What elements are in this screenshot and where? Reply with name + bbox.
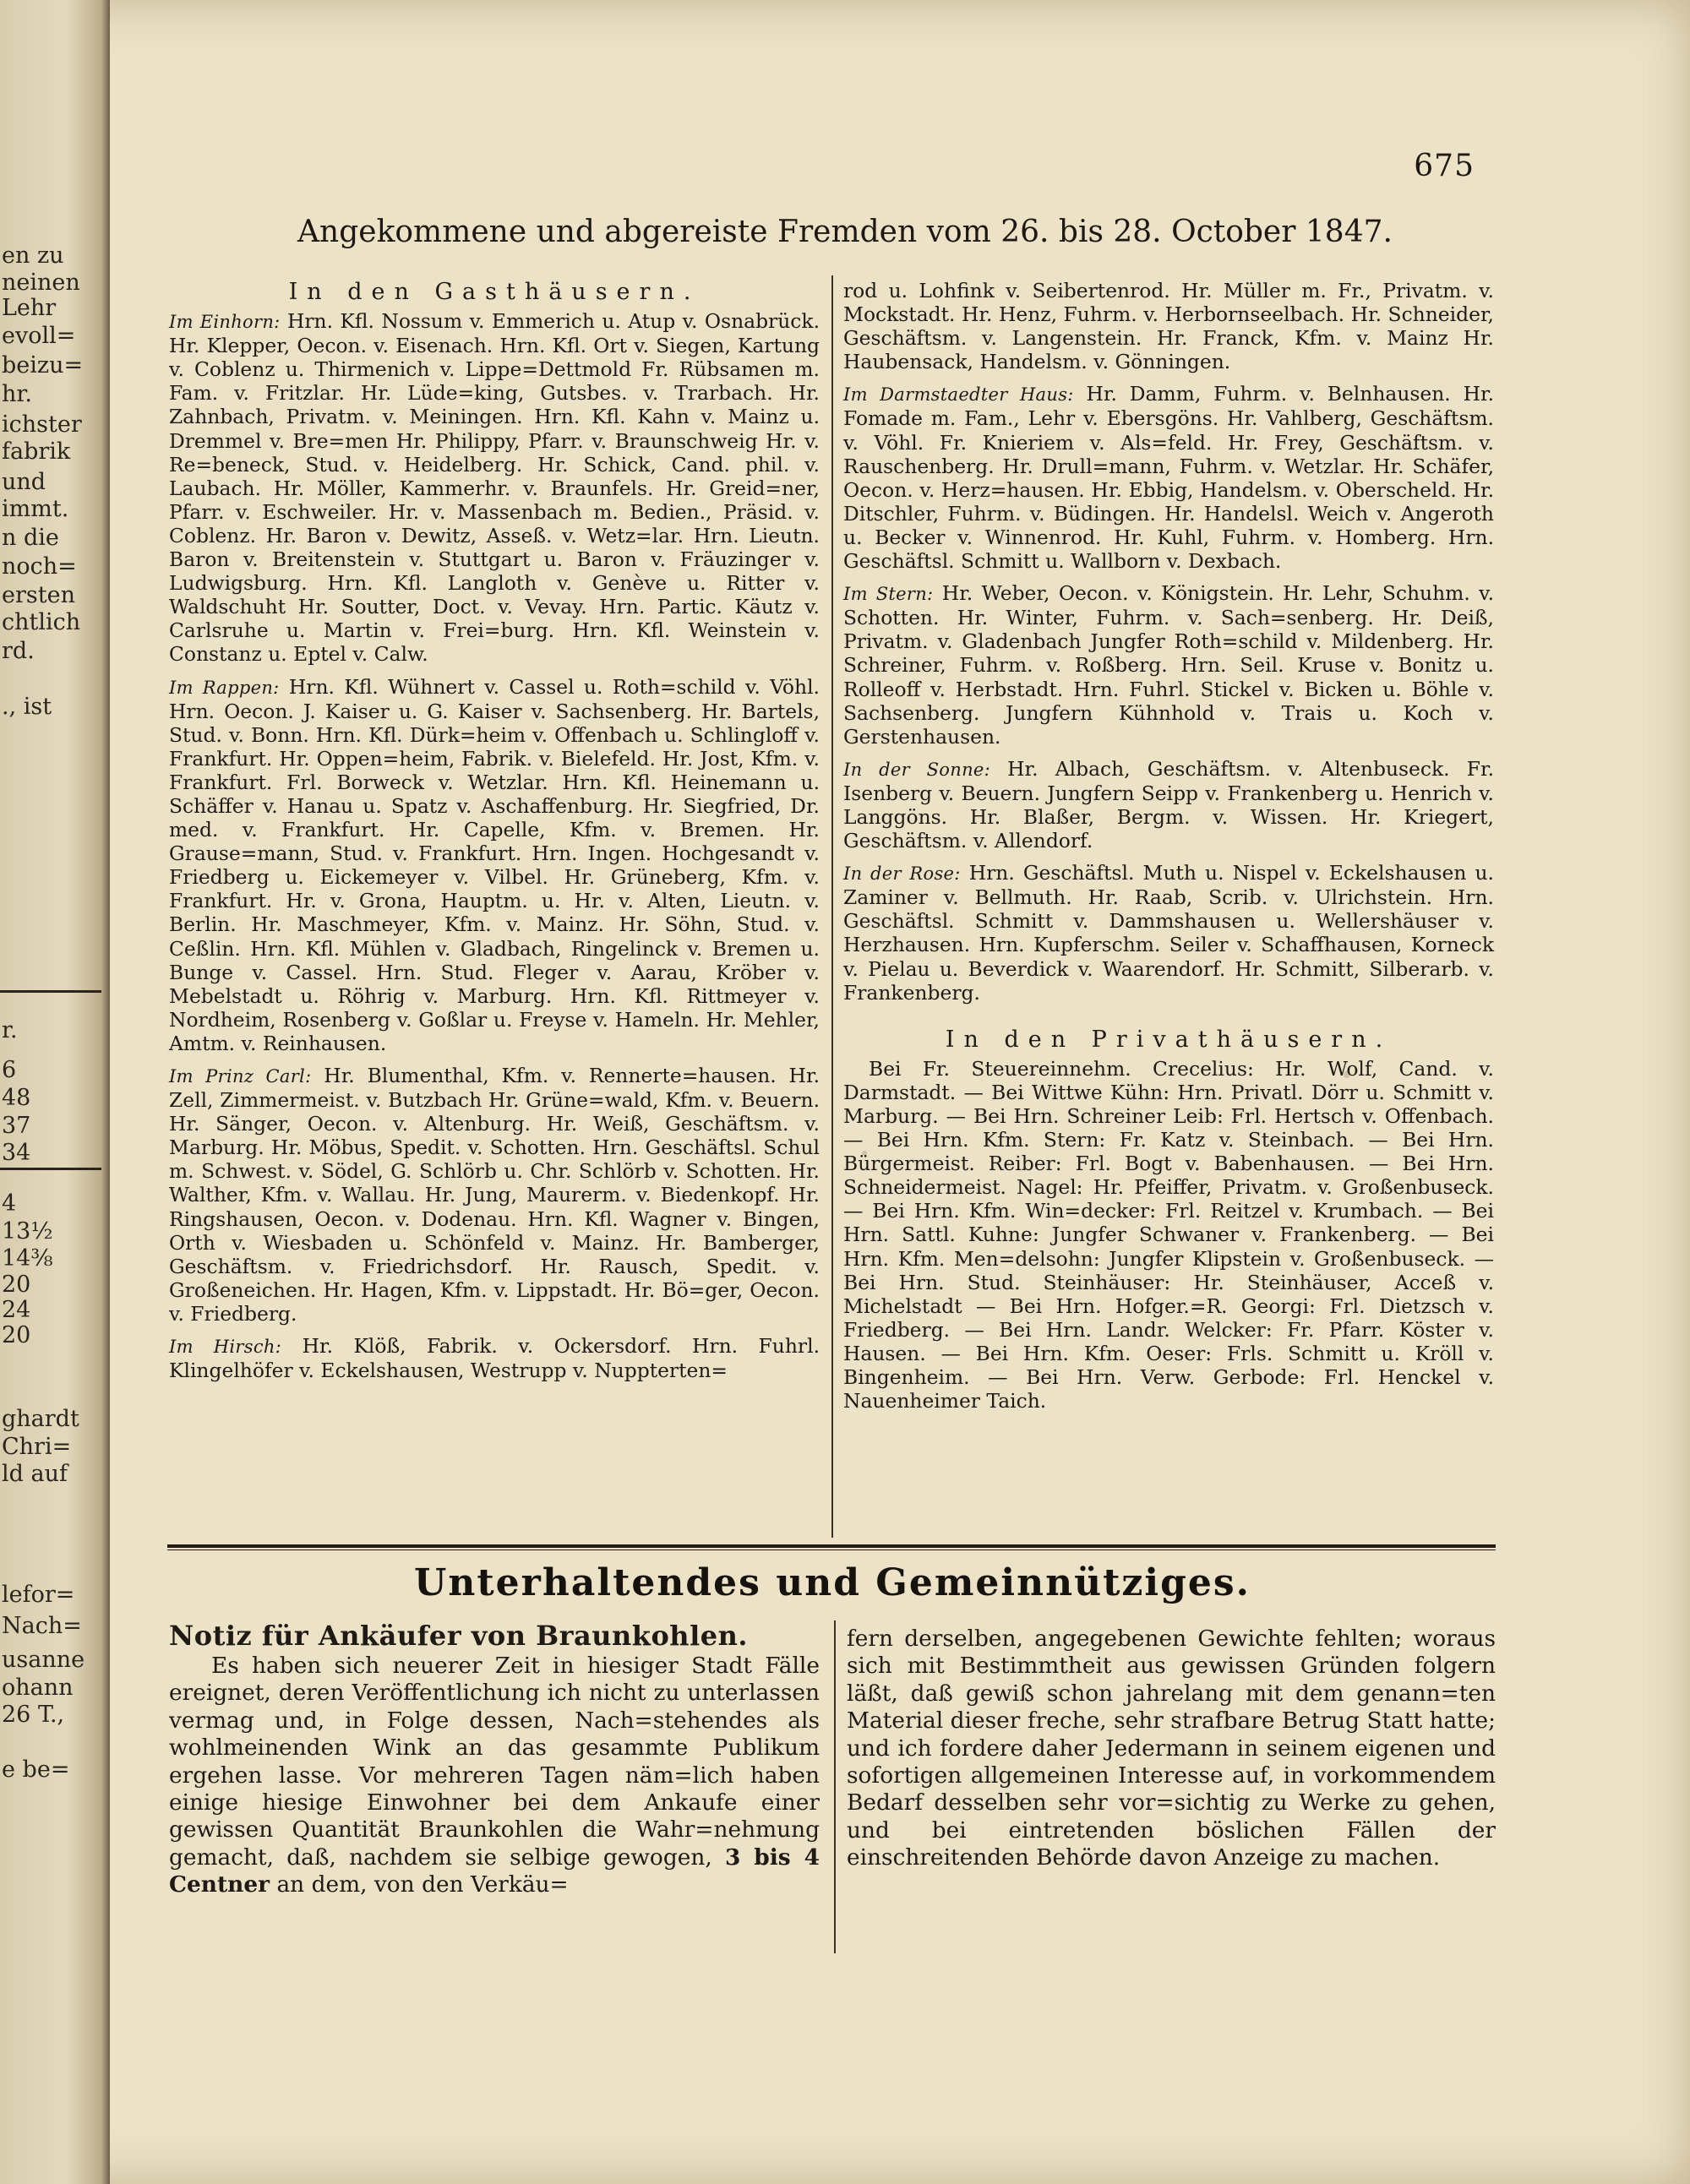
guest-entries: Hr. Blumenthal, Kfm. v. Rennerte=hausen. Hr. Zell, Zimmermeist. v. Butzbach Hr. Grüne=wald, Kfm. v. Beuern. Hr. Sänger, Oecon. v. Altenburg. Hr. Weiß, Geschäftsm. v. Marburg. Hr. Möbus, Spedit. v. Schotten. Hrn. Geschäftsl. Schul m. Schwest. v. Södel, G. Schlörb u. Chr. Schlörb v. Schotten. Hr. Walther, Kfm. v. Wallau. Hr. Jung, Maurerm. v. Biedenkopf. Hr. Ringshausen, Oecon. v. Dodenau. Hrn. Kfl. Wagner v. Bingen, Orth v. Wiesbaden u. Schönfeld v. Mainz. Hr. Bamberger, Geschäftsm. v. Friedrichsdorf. Hr. Rausch, Spedit. v. Großeneichen. Hr. Hagen, Kfm. v. Lippstadt. Hr. Bö=ger, Oecon. v. Friedberg. [169,1064,820,1326]
guest-list-section [843,581,1494,749]
gutter-rule [0,1168,101,1170]
gutter-line: 13½ [2,1218,53,1244]
gutter-line: e be= [2,1756,70,1783]
gutter-line: 20 [2,1322,31,1348]
hotel-name: Im Rappen: [169,677,280,698]
gutter-rule [0,990,101,993]
notiz-title: Notiz für Ankäufer von Braunkohlen. [169,1620,748,1652]
guest-list-section [843,757,1494,852]
gutter-line: 48 [2,1085,31,1111]
gutter-line: immt. [2,496,69,522]
hotel-name: Im Einhorn: [169,312,281,333]
hotel-name: In der Sonne: [843,759,990,780]
gutter-line: neinen [2,270,80,296]
guest-entries: Hrn. Geschäftsl. Muth u. Nispel v. Eckelshausen u. Zaminer v. Bellmuth. Hr. Raab, Scrib. v. Ulrichstein. Hrn. Geschäftsl. Schmitt v. Dammshausen u. Wellershäuser v. Herzhausen. Hrn. Kupferschm. Seiler v. Schaffhausen, Korneck v. Pielau u. Beverdick v. Waarendorf. Hr. Schmitt, Silberarb. v. Frankenberg. [843,861,1494,1005]
gutter-line: und [2,469,46,495]
guest-list-section [169,675,820,1056]
notiz-text-part2: an dem, von den Verkäu= [276,1871,569,1898]
arrivals-title: Angekommene und abgereiste Fremden vom 26. bis 28. October 1847. [297,215,1393,249]
left-column [169,279,820,1391]
guest-list-section [843,382,1494,573]
gutter-line: Chri= [2,1434,72,1460]
gutter-line: ., ist [2,694,52,720]
paper-stain [862,1151,867,1156]
notiz-text-part1: Es haben sich neuerer Zeit in hiesiger Stadt Fälle ereignet, deren Veröffentlichung ich nicht zu unterlassen vermag und, in Folge dessen, Nach=stehendes als wohlmeinenden Wink an das gesammte Publikum ergehen lasse. Vor mehreren Tagen näm=lich haben einige hiesige Einwohner bei dem Ankaufe einer gewissen Quantität Braunkohlen die Wahr=nehmung gemacht, daß, nachdem sie selbige gewogen, [169,1653,820,1871]
gutter-line: 34 [2,1140,31,1166]
privathaeuser-heading: In den Privathäusern. [945,1026,1393,1053]
guest-entries: Hr. Albach, Geschäftsm. v. Altenbuseck. Fr. Isenberg v. Beuern. Jungfern Seipp v. Frankenberg u. Henrich v. Langgöns. Hr. Blaßer, Bergm. v. Wissen. Hr. Kriegert, Geschäftsm. v. Allendorf. [843,756,1494,853]
guest-entries: Hrn. Kfl. Wühnert v. Cassel u. Roth=schild v. Vöhl. Hrn. Oecon. J. Kaiser u. G. Kaiser v. Sachsenberg. Hr. Bartels, Stud. v. Bonn. Hrn. Kfl. Dürk=heim v. Offenbach u. Schlingloff v. Frankfurt. Hr. Oppen=heim, Fabrik. v. Bielefeld. Hr. Jost, Kfm. v. Frankfurt. Frl. Borweck v. Wetzlar. Hrn. Kfl. Heinemann u. Schäffer v. Hanau u. Spatz v. Aschaffenburg. Hr. Siegfried, Dr. med. v. Frankfurt. Hr. Capelle, Kfm. v. Bremen. Hr. Grause=mann, Stud. v. Frankfurt. Hrn. Ingen. Hochgesandt v. Friedberg u. Eickemeyer v. Vilbel. Hr. Grüneberg, Kfm. v. Frankfurt. Hr. v. Grona, Hauptm. u. Hr. v. Alten, Lieutn. v. Berlin. Hr. Maschmeyer, Kfm. v. Mainz. Hr. Söhn, Stud. v. Ceßlin. Hrn. Kfl. Mühlen v. Gladbach, Ringelinck v. Bremen u. Bunge v. Cassel. Hrn. Stud. Fleger v. Aarau, Kröber v. Mebelstadt u. Röhrig v. Marburg. Hrn. Kfl. Rittmeyer v. Nordheim, Rosenberg v. Goßlar u. Freyse v. Hameln. Hr. Mehler, Amtm. v. Reinhausen. [169,674,820,1055]
notiz-left-column [169,1620,820,1899]
hotel-name: In der Rose: [843,863,961,885]
adjacent-page-margin [0,0,110,2184]
guest-list-section [843,861,1494,1005]
gutter-line: 37 [2,1113,31,1139]
gutter-line: en zu [2,242,64,269]
gutter-line: ghardt [2,1406,79,1432]
guest-entries: Hrn. Kfl. Nossum v. Emmerich u. Atup v. Osnabrück. Hr. Klepper, Oecon. v. Eisenach. Hrn. Kfl. Ort v. Siegen, Kartung v. Coblenz u. Thirmenich v. Lippe=Dettmold Fr. Rübsamen m. Fam. v. Fritzlar. Hr. Lüde=king, Gutsbes. v. Trarbach. Hr. Zahnbach, Privatm. v. Meiningen. Hrn. Kfl. Kahn v. Mainz u. Dremmel v. Bre=men Hr. Philippy, Pfarr. v. Braunschweig Hr. v. Re=beneck, Stud. v. Heidelberg. Hr. Schick, Cand. phil. v. Laubach. Hr. Möller, Kammerhr. v. Braunfels. Hr. Greid=ner, Pfarr. v. Eschweiler. Hr. v. Massenbach m. Bedien., Präsid. v. Coblenz. Hr. Baron v. Dewitz, Asseß. v. Wetz=lar. Hrn. Lieutn. Baron v. Breitenstein v. Stuttgart u. Baron v. Fräuzinger v. Ludwigsburg. Hrn. Kfl. Langloth v. Genève u. Ritter v. Waldschuht Hr. Soutter, Doct. v. Vevay. Hrn. Partic. Käutz v. Carlsruhe u. Martin v. Frei=burg. Hrn. Kfl. Weinstein v. Constanz u. Eptel v. Calw. [169,309,820,667]
gutter-line: 6 [2,1057,17,1083]
gutter-line: 14⅜ [2,1245,53,1272]
gutter-line: beizu= [2,352,84,379]
guest-entries: Hr. Weber, Oecon. v. Königstein. Hr. Lehr, Schuhm. v. Schotten. Hr. Winter, Fuhrm. v. Sach=senberg. Hr. Deiß, Privatm. v. Gladenbach Jungfer Roth=schild v. Mildenberg. Hr. Schreiner, Fuhrm. v. Roßberg. Hrn. Seil. Kruse v. Bonitz u. Rolleoff v. Herbstadt. Hrn. Fuhrl. Stickel v. Bicken u. Böhle v. Sachsenberg. Jungfern Kühnhold v. Trais u. Koch v. Gerstenhausen. [843,581,1495,749]
notiz-body-left [169,1653,820,1899]
right-column [843,279,1494,1421]
gutter-line: evoll= [2,323,76,349]
guest-entries: Hr. Damm, Fuhrm. v. Belnhausen. Hr. Fomade m. Fam., Lehr v. Ebersgöns. Hr. Vahlberg, Geschäftsm. v. Vöhl. Fr. Knieriem v. Als=feld. Hr. Frey, Geschäftsm. v. Rauschenberg. Hr. Drull=mann, Fuhrm. v. Wetzlar. Hr. Schäfer, Oecon. v. Herz=hausen. Hr. Ebbig, Handelsm. v. Oberscheld. Hr. Ditschler, Fuhrm. v. Büdingen. Hr. Handelsl. Weich v. Angeroth u. Becker v. Winnenrod. Hr. Kuhl, Fuhrm. v. Homberg. Hrn. Geschäftsl. Schmitt u. Wallborn v. Dexbach. [843,382,1495,574]
guest-list-section [169,1334,820,1382]
guest-list-section [169,1064,820,1326]
gutter-line: 24 [2,1297,31,1323]
gutter-line: n die [2,525,59,551]
gutter-line: 20 [2,1272,31,1298]
gutter-line: r. [2,1017,18,1043]
unterhaltendes-title: Unterhaltendes und Gemeinnütziges. [414,1561,1251,1604]
gutter-line: 26 T., [2,1702,65,1728]
gutter-line: fabrik [2,438,71,465]
guest-list-section [843,279,1494,373]
privathaeuser-text: Bei Fr. Steuereinnehm. Crecelius: Hr. Wolf, Cand. v. Darmstadt. — Bei Wittwe Kühn: Hrn. Privatl. Dörr u. Schmitt v. Marburg. — Bei Hrn. Schreiner Leib: Frl. Hertsch v. Offenbach. — Bei Hrn. Kfm. Stern: Fr. Katz v. Steinbach. — Bei Hrn. Bürgermeist. Reiber: Frl. Bogt v. Babenhausen. — Bei Hrn. Schneidermeist. Nagel: Hr. Pfeiffer, Privatm. v. Großenbuseck. — Bei Hrn. Kfm. Win=decker: Frl. Reitzel v. Krumbach. — Bei Hrn. Sattl. Kuhne: Jungfer Schwaner v. Frankenberg. — Bei Hrn. Kfm. Men=delsohn: Jungfer Klipstein v. Großenbuseck. — Bei Hrn. Stud. Steinhäuser: Hr. Steinhäuser, Acceß v. Michelstadt — Bei Hrn. Hofger.=R. Georgi: Frl. Dietzsch v. Friedberg. — Bei Hrn. Landr. Welcker: Fr. Pfarr. Köster v. Hausen. — Bei Hrn. Kfm. Oeser: Frls. Schmitt u. Kröll v. Bingenheim. — Bei Hrn. Verw. Gerbode: Frl. Henckel v. Nauenheimer Taich. [843,1056,1494,1413]
gutter-line: ohann [2,1675,74,1701]
notiz-right-column [847,1626,1496,1872]
gutter-line: Lehr [2,295,57,321]
gutter-line: Nach= [2,1613,82,1639]
page-number: 675 [1414,149,1475,183]
guest-entries: rod u. Lohfink v. Seibertenrod. Hr. Müller m. Fr., Privatm. v. Mockstadt. Hr. Henz, Fuhrm. v. Herbornseelbach. Hr. Schneider, Geschäftsm. v. Langenstein. Hr. Franck, Kfm. v. Mainz Hr. Haubensack, Handelsm. v. Gönningen. [843,279,1494,374]
hotel-name: Im Prinz Carl: [169,1066,312,1087]
gutter-line: usanne [2,1647,85,1673]
gutter-line: ichster [2,411,82,438]
gutter-line: noch= [2,553,77,580]
gasthaeuser-heading: In den Gasthäusern. [288,279,701,305]
gutter-line: ersten [2,582,75,608]
guest-list-section [169,309,820,666]
hotel-name: Im Hirsch: [169,1337,282,1358]
column-divider [831,275,833,1538]
gutter-line: ld auf [2,1461,68,1487]
hotel-name: Im Stern: [843,584,934,605]
gutter-line: chtlich [2,609,81,635]
weight-phrase: 3 bis 4 Centner [169,1844,820,1898]
gutter-line: hr. [2,381,32,407]
notiz-column-divider [834,1620,836,1953]
gutter-line: 4 [2,1190,17,1217]
section-rule-thick [167,1544,1496,1548]
notiz-body-right: fern derselben, angegebenen Gewichte fehlten; woraus sich mit Bestimmtheit aus gewissen Gründen folgern läßt, daß gewiß schon jahrelang mit dem genann=ten Material dieser freche, sehr strafbare Betrug Statt hatte; und ich fordere daher Jedermann in seinem eigenen und sofortigen allgemeinen Interesse auf, in vorkommendem Bedarf desselben sehr vor=sichtig zu Werke zu gehen, und bei eintretenden böslichen Fällen der einschreitenden Behörde davon Anzeige zu machen. [847,1626,1496,1871]
paper-stain [1344,1071,1350,1078]
section-rule-thin [167,1549,1496,1550]
gutter-line: lefor= [2,1582,75,1608]
gutter-line: rd. [2,638,35,664]
hotel-name: Im Darmstaedter Haus: [843,384,1074,406]
guest-entries: Hr. Klöß, Fabrik. v. Ockersdorf. Hrn. Fuhrl. Klingelhöfer v. Eckelshausen, Westrupp v. Nuppterten= [169,1334,820,1383]
